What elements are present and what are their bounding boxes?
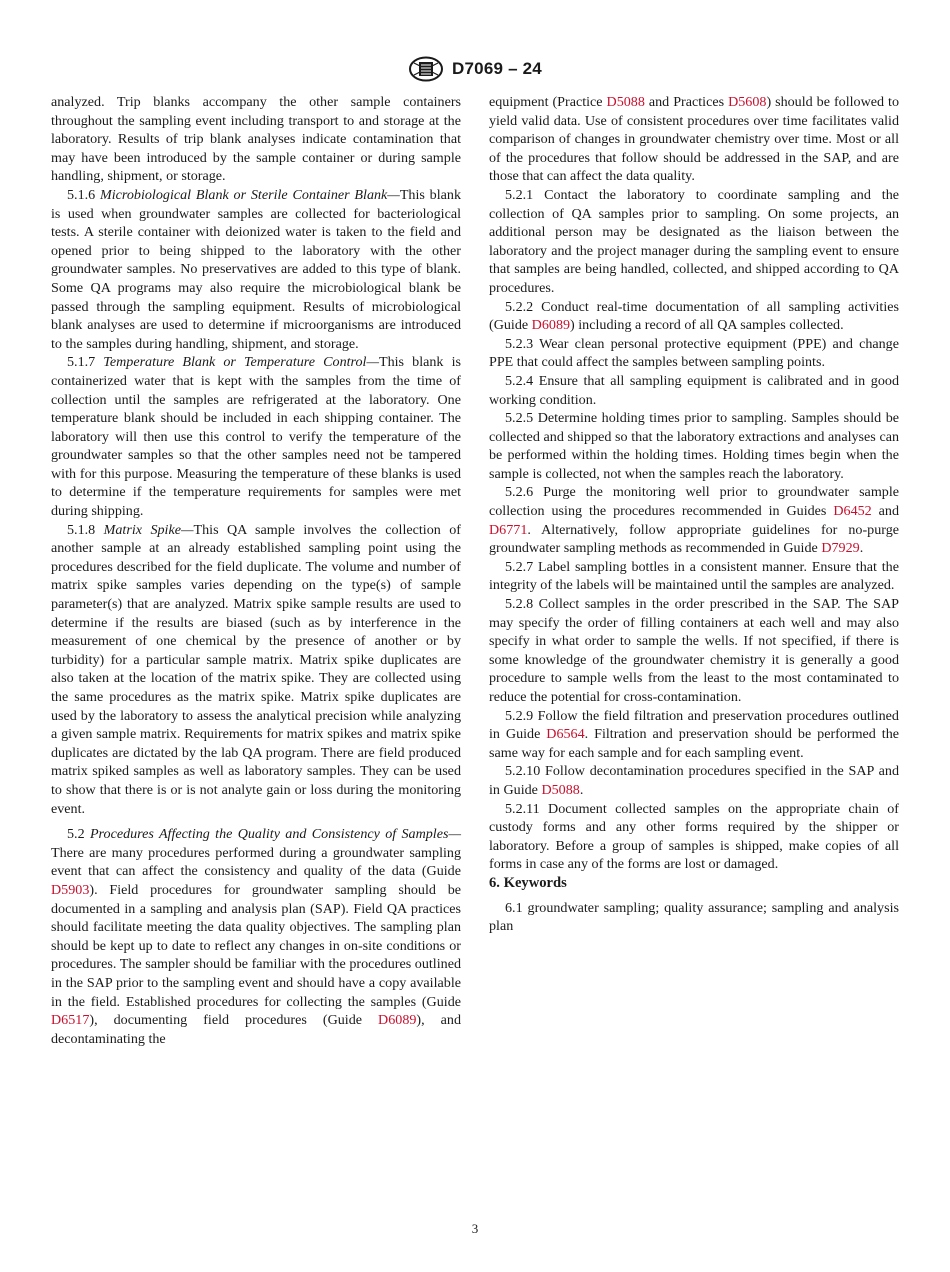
reference-link-d5088[interactable]: D5088 [606,94,645,110]
page-header [0,56,950,82]
section-body: This blank is used when groundwater samples are collected for bacteriological tests. A sterile container with deionized water is taken to the field and opened prior to being shipped to the laboratory with the other groundwater samples. No preservatives are added to this type of blank. Some QA programs may also require the microbiological blank be passed through the sampling equipment. Results of microbiological blank analyses are used to determine if microorganisms are introduced to the samples during handling, shipment, and storage. [51,186,461,352]
section-5-2: 5.2 Procedures Affecting the Quality and Consistency of Samples—There are many procedures performed during a groundwater sampling event that can affect the consistency and quality of the data (Guide D5903). Field procedures for groundwater sampling should be documented in a sampling and analysis plan (SAP). Field QA practices should facilitate meeting the data quality objectives. The sampling plan should be kept up to date to reflect any changes in on-site conditions or procedures. The sampler should be familiar with the procedures outlined in the SAP prior to the sampling event and should have a copy available in the field. Established procedures for collecting the samples (Guide D6517), documenting field procedures (Guide D6089), and decontaminating the [51,826,462,1047]
reference-link-d6517[interactable]: D6517 [51,1012,90,1029]
section-title: Microbiological Blank or Sterile Container Blank— [100,186,400,203]
section-5-1-8 [51,521,461,819]
reference-link-d6089[interactable]: D6089 [531,317,571,334]
section-title: Procedures Affecting the Quality and Consistency of Samples— [89,826,461,843]
page-number: 3 [471,1221,479,1236]
document-id: D7069 – 24 [452,59,542,78]
section-5-2-8: 5.2.8 Collect samples in the order prescribed in the SAP. The SAP may specify the order of filling containers at each well and may also specify in what order to sample the wells. If not specified, if there is some knowledge of the groundwater chemistry it is generally a good procedure to sample wells from the least to the most contaminated to reduce the potential for cross-contamination. [489,596,899,705]
section-number: 5.2 [67,826,85,843]
section-5-2-7: 5.2.7 Label sampling bottles in a consistent manner. Ensure that the integrity of the labels will be maintained until the samples are analyzed. [489,558,899,594]
right-column [489,93,899,936]
section-5-2-1: 5.2.1 Contact the laboratory to coordinate sampling and the collection of QA samples prior to sampling. On some projects, an additional person may be designated as the liaison between the laboratory and the project manager during the sampling event to ensure that samples are being handled, collected, and shipped according to QA procedures. [489,186,899,296]
astm-logo-icon [408,56,444,82]
section-5-2-2: 5.2.2 Conduct real-time documentation of all sampling activities (Guide D6089) including a record of all QA samples collected. [489,298,899,334]
section-body: This QA sample involves the collection of another sample at an already established sampling point using the procedures described for the field duplicate. The volume and number of matrix spike samples varies depending on the type(s) of sample parameter(s) that are analyzed. Matrix spike sample results are used to determine if the results are biased (such as by interference in the measurement of one chemical by the presence of another or by turbidity) for a particular sample matrix. Matrix spike duplicates are also taken at the location of the matrix spike. They are collected using the same procedures as the matrix spike. Matrix spike duplicates are used by the laboratory to assess the analytical precision while analyzing a given sample matrix. Requirements for matrix spikes and matrix spike duplicates are dictated by the lab QA program. There are field produced matrix spiked samples as well as laboratory samples. They can be used to show that there is or is not analyte gain or loss during the monitoring event. [51,521,462,817]
reference-link-d6771[interactable]: D6771 [489,521,528,538]
section-number: 5.1.7 [67,354,96,371]
reference-link-d6452[interactable]: D6452 [833,503,872,520]
section-5-2-6: 5.2.6 Purge the monitoring well prior to groundwater sample collection using the procedures recommended in Guides D6452 and D6771. Alternatively, follow appropriate guidelines for no-purge groundwater sampling methods as recommended in Guide D7929. [489,484,899,557]
section-title: Matrix Spike— [103,521,194,538]
section-5-2-11: 5.2.11 Document collected samples on the appropriate chain of custody forms and any other forms required by the shipper or laboratory. Before a group of samples is shipped, make copies of all forms in case any of the forms are lost or damaged. [489,800,899,873]
section-6-1: 6.1 groundwater sampling; quality assurance; sampling and analysis plan [489,899,899,935]
paragraph: analyzed. Trip blanks accompany the other sample containers throughout the sampling event including transport to and storage at the laboratory. Results of trip blank analyses indicate contamination that may have been introduced by the sample container or during sample handling, shipment, or storage. [51,94,461,185]
reference-link-d5903[interactable]: D5903 [51,881,90,898]
section-5-2-3: 5.2.3 Wear clean personal protective equipment (PPE) and change PPE that could affect the samples between sampling points. [489,335,899,371]
section-5-2-4: 5.2.4 Ensure that all sampling equipment is calibrated and in good working condition. [489,372,899,408]
reference-link-d5608[interactable]: D5608 [728,94,767,110]
left-column [51,93,461,1048]
reference-link-d7929[interactable]: D7929 [821,540,860,557]
reference-link-d6089[interactable]: D6089 [378,1012,417,1029]
section-number: 5.1.8 [67,521,96,538]
section-title: Temperature Blank or Temperature Control— [103,354,379,371]
section-5-2-5: 5.2.5 Determine holding times prior to sampling. Samples should be collected and shipped so that the laboratory extractions and analyses can be performed within the holding times. Holding times begin when the sample is collected, not when the samples reach the laboratory. [489,410,899,482]
section-5-2-9: 5.2.9 Follow the field filtration and preservation procedures outlined in Guide D6564. Filtration and preservation should be performed the same way for each sample and for each sampling event. [489,707,899,761]
section-5-1-7 [51,353,461,520]
section-5-2-10: 5.2.10 Follow decontamination procedures specified in the SAP and in Guide D5088. [489,763,899,798]
reference-link-d5088[interactable]: D5088 [541,781,580,798]
keywords-heading: 6. Keywords [489,874,567,891]
section-number: 5.1.6 [67,186,96,203]
paragraph: equipment (Practice D5088 and Practices D5608) should be followed to yield valid data. Use of consistent procedures over time facilitates valid comparison of changes in groundwater chemistry over time. Most or all of the procedures that follow should be addressed in the SAP, and are those that can affect the data quality. [489,94,899,185]
reference-link-d6564[interactable]: D6564 [546,726,585,743]
section-5-1-6 [51,186,461,353]
section-body: This blank is containerized water that is kept with the samples from the time of collection until the samples are refrigerated at the laboratory. One temperature blank should be included in each shipping container. The laboratory will then use this control to verify the temperature of the groundwater samples so that the other samples need not be tampered with for this purpose. Measuring the temperature of these blanks is used to determine if the temperature requirements for samples were met during shipping. [51,354,461,520]
